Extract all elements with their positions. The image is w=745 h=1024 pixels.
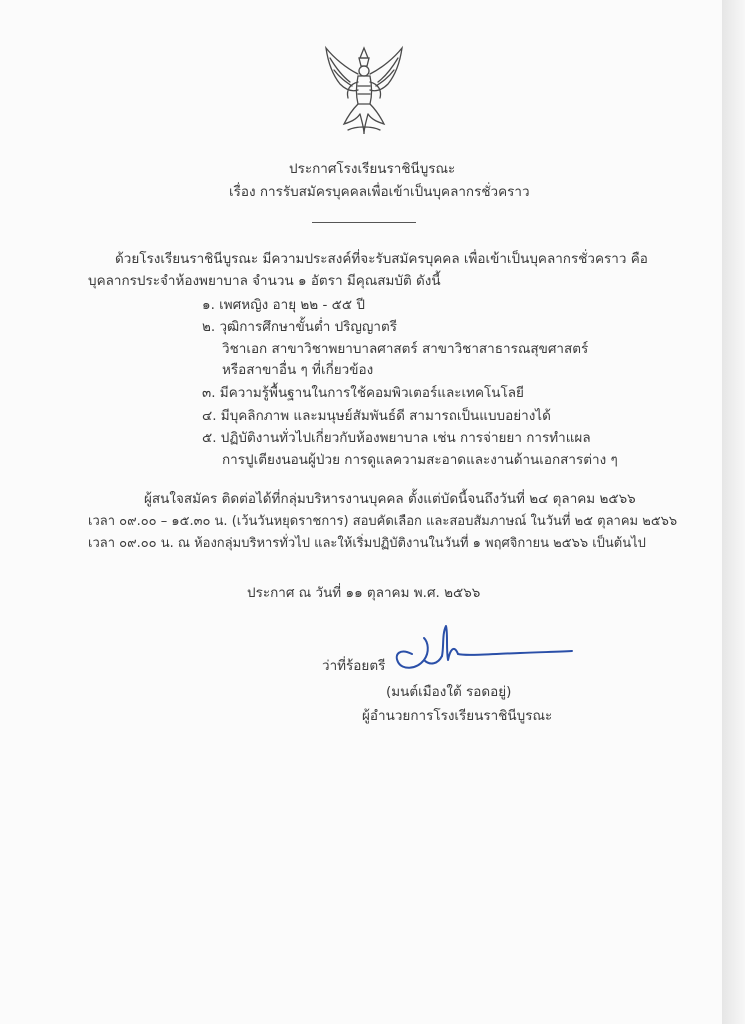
list-item-continuation: วิชาเอก สาขาวิชาพยาบาลศาสตร์ สาขาวิชาสาธารณสุขศาสตร์ xyxy=(222,341,589,357)
list-item: ๔. มีบุคลิกภาพ และมนุษย์สัมพันธ์ดี สามารถเป็นแบบอย่างได้ xyxy=(202,408,551,424)
apply-line-3: เวลา ๐๙.๐๐ น. ณ ห้องกลุ่มบริหารทั่วไป และให้เริ่มปฏิบัติงานในวันที่ ๑ พฤศจิกายน ๒๕๖๖ เป็นต้นไป xyxy=(88,536,646,551)
signer-rank: ว่าที่ร้อยตรี xyxy=(322,658,386,674)
list-item-continuation: การปูเตียงนอนผู้ป่วย การดูแลความสะอาดและงานด้านเอกสารต่าง ๆ xyxy=(222,452,618,468)
intro-line-2: บุคลากรประจำห้องพยาบาล จำนวน ๑ อัตรา มีคุณสมบัติ ดังนี้ xyxy=(88,273,441,289)
list-item: ๑. เพศหญิง อายุ ๒๒ - ๕๕ ปี xyxy=(202,297,365,313)
apply-line-2: เวลา ๐๙.๐๐ – ๑๕.๓๐ น. (เว้นวันหยุดราชการ) สอบคัดเลือก และสอบสัมภาษณ์ ในวันที่ ๒๕ ตุลาคม ๒๕๖๖ xyxy=(88,514,678,529)
scan-edge xyxy=(722,0,745,1024)
list-item-continuation: หรือสาขาอื่น ๆ ที่เกี่ยวข้อง xyxy=(222,362,374,378)
list-item: ๒. วุฒิการศึกษาขั้นต่ำ ปริญญาตรี xyxy=(202,319,398,335)
divider xyxy=(312,222,416,223)
list-item: ๕. ปฏิบัติงานทั่วไปเกี่ยวกับห้องพยาบาล เช่น การจ่ายยา การทำแผล xyxy=(202,430,591,446)
signer-position: ผู้อำนวยการโรงเรียนราชินีบูรณะ xyxy=(362,708,553,724)
intro-line-1: ด้วยโรงเรียนราชินีบูรณะ มีความประสงค์ที่จะรับสมัครบุคคล เพื่อเข้าเป็นบุคลากรชั่วคราว คือ xyxy=(115,251,648,267)
announcement-title: ประกาศโรงเรียนราชินีบูรณะ xyxy=(289,161,456,177)
announcement-date: ประกาศ ณ วันที่ ๑๑ ตุลาคม พ.ศ. ๒๕๖๖ xyxy=(247,585,481,601)
signature-image xyxy=(390,620,575,672)
announcement-subject: เรื่อง การรับสมัครบุคคลเพื่อเข้าเป็นบุคลากรชั่วคราว xyxy=(229,184,530,200)
garuda-emblem-icon xyxy=(318,44,410,138)
apply-line-1: ผู้สนใจสมัคร ติดต่อได้ที่กลุ่มบริหารงานบุคคล ตั้งแต่บัดนี้จนถึงวันที่ ๒๔ ตุลาคม ๒๕๖๖ xyxy=(144,491,636,507)
signer-name: (มนต์เมืองใต้ รอดอยู่) xyxy=(386,684,512,700)
list-item: ๓. มีความรู้พื้นฐานในการใช้คอมพิวเตอร์และเทคโนโลยี xyxy=(202,385,524,401)
